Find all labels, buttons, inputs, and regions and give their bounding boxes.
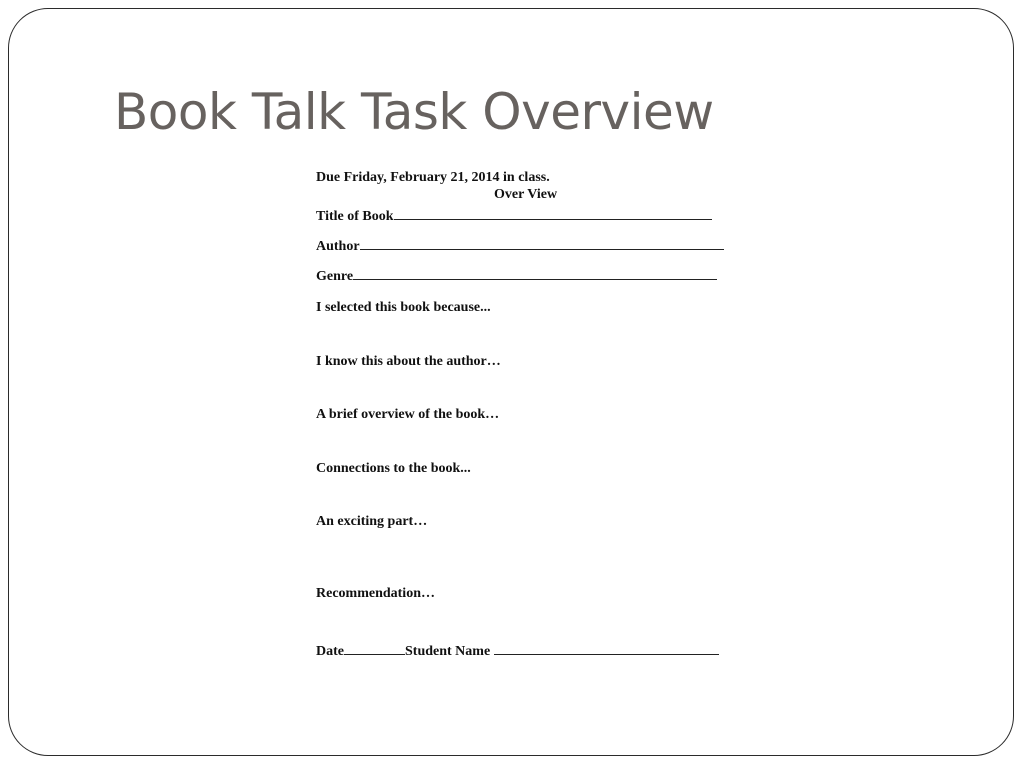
author-label: Author: [316, 239, 360, 254]
student-name-blank: [494, 640, 719, 655]
genre-blank: [353, 265, 717, 280]
form-heading: Over View: [494, 187, 558, 202]
prompt-author-knowledge: I know this about the author…: [316, 354, 501, 369]
prompt-exciting-part: An exciting part…: [316, 514, 428, 529]
prompt-recommendation: Recommendation…: [316, 586, 435, 601]
signature-row: [316, 640, 719, 660]
prompt-overview: A brief overview of the book…: [316, 407, 500, 422]
author-row: [316, 235, 724, 255]
slide-title: Book Talk Task Overview: [114, 83, 714, 141]
prompt-connections: Connections to the book...: [316, 461, 471, 476]
genre-row: [316, 265, 717, 285]
author-blank: [360, 235, 724, 250]
title-of-book-blank: [394, 205, 712, 220]
genre-label: Genre: [316, 269, 354, 284]
prompt-selected: I selected this book because...: [316, 300, 491, 315]
due-date-line: Due Friday, February 21, 2014 in class.: [316, 170, 550, 185]
title-of-book-label: Title of Book: [316, 209, 394, 224]
book-talk-form: [316, 0, 746, 768]
date-label: Date: [316, 644, 344, 659]
title-of-book-row: [316, 205, 712, 225]
date-blank: [344, 640, 405, 655]
student-name-label: Student Name: [405, 644, 491, 659]
